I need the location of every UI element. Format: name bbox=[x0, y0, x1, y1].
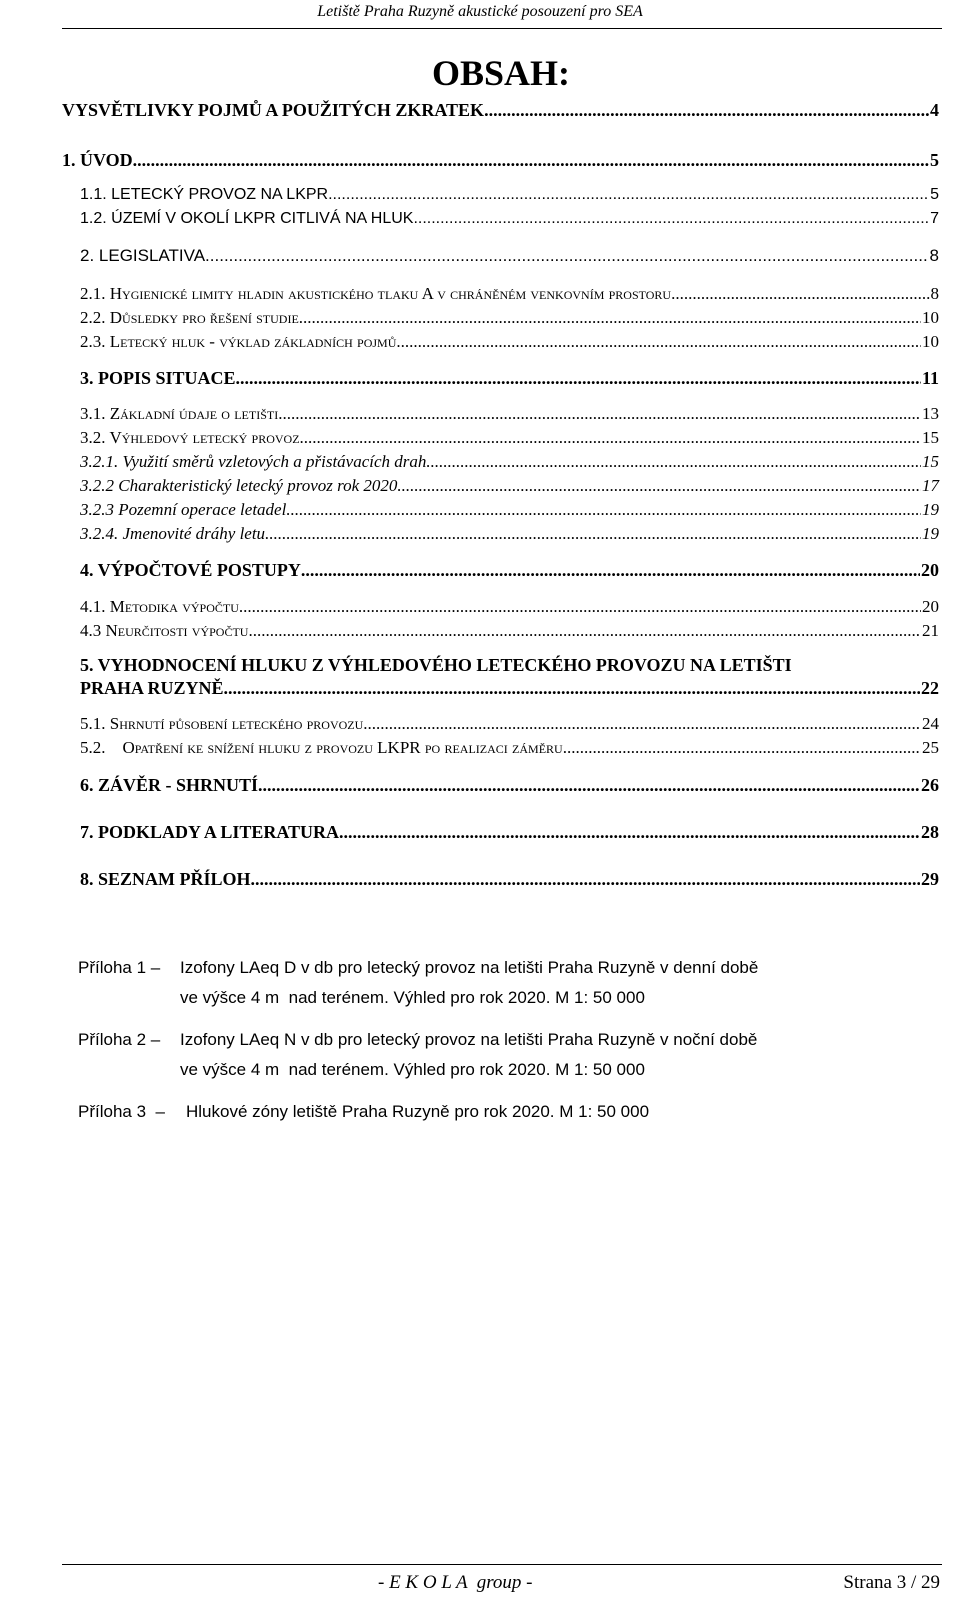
header-rule bbox=[62, 28, 942, 29]
toc-entry-page: 15 bbox=[922, 428, 939, 447]
appendix-label: Příloha 3 – bbox=[78, 1102, 165, 1121]
toc-entry-title: 4. VÝPOČTOVÉ POSTUPY bbox=[80, 560, 301, 580]
toc-entry-title: 1. ÚVOD bbox=[62, 150, 133, 170]
toc-entry[interactable] bbox=[80, 560, 939, 581]
toc-leader bbox=[413, 210, 929, 228]
toc-entry-title: 4.1. Metodika výpočtu bbox=[80, 597, 239, 616]
appendix-text-line1: Izofony LAeq D v db pro letecký provoz na letišti Praha Ruzyně v denní době bbox=[180, 958, 759, 977]
toc-entry-page: 17 bbox=[922, 476, 939, 495]
toc-leader bbox=[299, 308, 921, 328]
toc-entry-title-line1: 5. VYHODNOCENÍ HLUKU Z VÝHLEDOVÉHO LETECKÉHO PROVOZU NA LETIŠTI bbox=[80, 655, 792, 675]
toc-leader bbox=[239, 597, 921, 617]
toc-entry-title: 3.2.4. Jmenovité dráhy letu bbox=[80, 524, 266, 543]
toc-entry-page: 4 bbox=[930, 100, 939, 120]
toc-title: OBSAH: bbox=[431, 53, 570, 93]
toc-entry[interactable] bbox=[80, 822, 939, 843]
toc-entry-page: 5 bbox=[930, 150, 939, 170]
toc-entry[interactable] bbox=[80, 368, 939, 389]
toc-entry[interactable] bbox=[80, 738, 939, 758]
toc-entry-title: PRAHA RUZYNĚ bbox=[80, 678, 224, 698]
toc-entry-page: 8 bbox=[930, 284, 939, 303]
toc-entry-page: 10 bbox=[922, 308, 939, 327]
toc-entry[interactable] bbox=[80, 246, 939, 266]
toc-entry-page: 8 bbox=[929, 246, 939, 265]
toc-entry[interactable] bbox=[80, 775, 939, 796]
toc-leader bbox=[328, 186, 929, 204]
toc-entry-page: 20 bbox=[922, 597, 939, 616]
toc-leader bbox=[671, 284, 929, 304]
toc-leader bbox=[363, 714, 921, 734]
footer-rule bbox=[62, 1564, 942, 1565]
toc-leader bbox=[426, 452, 921, 472]
appendix-text-line2: ve výšce 4 m nad terénem. Výhled pro rok 2020. M 1: 50 000 bbox=[180, 1060, 645, 1079]
toc-entry-title: 3. POPIS SITUACE bbox=[80, 368, 236, 388]
toc-entry-title: 1.2. ÚZEMÍ V OKOLÍ LKPR CITLIVÁ NA HLUK bbox=[80, 210, 414, 227]
toc-entry[interactable] bbox=[80, 308, 939, 328]
toc-entry[interactable] bbox=[80, 714, 939, 734]
toc-leader bbox=[265, 524, 921, 544]
toc-entry-title: 2. LEGISLATIVA bbox=[80, 246, 206, 265]
toc-entry-page: 20 bbox=[921, 560, 939, 580]
toc-leader bbox=[286, 500, 921, 520]
toc-entry[interactable] bbox=[80, 476, 939, 496]
toc-entry-title: 3.2.2 Charakteristický letecký provoz rok 2020 bbox=[80, 476, 398, 495]
toc-leader bbox=[484, 100, 929, 121]
toc-leader bbox=[236, 368, 921, 389]
toc-leader bbox=[251, 869, 920, 890]
toc-entry-page: 15 bbox=[922, 452, 939, 471]
toc-entry-title: 5.1. Shrnutí působení leteckého provozu bbox=[80, 714, 364, 733]
toc-leader bbox=[397, 476, 921, 496]
appendix-text-line1: Izofony LAeq N v db pro letecký provoz na letišti Praha Ruzyně v noční době bbox=[180, 1030, 758, 1049]
toc-entry-title: 1.1. LETECKÝ PROVOZ NA LKPR bbox=[80, 186, 329, 203]
toc-leader bbox=[205, 246, 928, 266]
appendix-label: Příloha 2 – bbox=[78, 1030, 161, 1049]
running-header: Letiště Praha Ruzyně akustické posouzení pro SEA bbox=[317, 3, 643, 20]
toc-entry-page: 24 bbox=[922, 714, 939, 733]
toc-entry-page: 29 bbox=[921, 869, 939, 889]
toc-entry[interactable] bbox=[80, 428, 939, 448]
toc-entry-title: 4.3 Neurčitosti výpočtu bbox=[80, 621, 249, 640]
toc-entry-title: 6. ZÁVĚR - SHRNUTÍ bbox=[80, 775, 259, 795]
toc-entry[interactable] bbox=[80, 452, 939, 472]
toc-leader bbox=[133, 150, 929, 171]
appendix-text-line1: Hlukové zóny letiště Praha Ruzyně pro rok 2020. M 1: 50 000 bbox=[186, 1102, 650, 1121]
toc-entry-page: 22 bbox=[921, 678, 939, 698]
toc-entry[interactable] bbox=[80, 186, 939, 204]
toc-entry-title: 2.2. Důsledky pro řešení studie bbox=[80, 308, 299, 327]
toc-entry[interactable] bbox=[62, 100, 939, 121]
toc-entry-title: VYSVĚTLIVKY POJMŮ A POUŽITÝCH ZKRATEK bbox=[62, 100, 485, 120]
toc-entry[interactable] bbox=[80, 524, 939, 544]
toc-entry-page: 25 bbox=[922, 738, 939, 757]
toc-leader bbox=[563, 738, 921, 758]
toc-leader bbox=[278, 404, 921, 424]
toc-entry-page: 19 bbox=[922, 524, 939, 543]
toc-entry[interactable] bbox=[80, 678, 939, 699]
appendix-text-line2: ve výšce 4 m nad terénem. Výhled pro rok 2020. M 1: 50 000 bbox=[180, 988, 645, 1007]
toc-entry-page: 13 bbox=[922, 404, 939, 423]
toc-leader bbox=[224, 678, 920, 699]
toc-entry-title: 7. PODKLADY A LITERATURA bbox=[80, 822, 340, 842]
toc-leader bbox=[339, 822, 920, 843]
toc-entry-title: 3.2.3 Pozemní operace letadel bbox=[80, 500, 287, 519]
toc-entry-title: 3.1. Základní údaje o letišti bbox=[80, 404, 279, 423]
footer-company: - E K O L A group - bbox=[378, 1572, 533, 1593]
toc-entry-page: 28 bbox=[921, 822, 939, 842]
toc-leader bbox=[301, 560, 920, 581]
toc-entry[interactable] bbox=[80, 869, 939, 890]
toc-entry-title: 3.2.1. Využití směrů vzletových a přistávacích drah bbox=[80, 452, 427, 471]
toc-entry-page: 10 bbox=[922, 332, 939, 351]
footer-page-number: Strana 3 / 29 bbox=[843, 1572, 940, 1593]
toc-entry[interactable] bbox=[80, 597, 939, 617]
toc-entry[interactable] bbox=[80, 621, 939, 641]
toc-entry-page: 21 bbox=[922, 621, 939, 640]
toc-entry[interactable] bbox=[80, 404, 939, 424]
toc-leader bbox=[248, 621, 921, 641]
toc-entry-page: 26 bbox=[921, 775, 939, 795]
toc-entry-title: 2.1. Hygienické limity hladin akustického tlaku A v chráněném venkovním prostoru bbox=[80, 284, 672, 303]
toc-entry-page: 11 bbox=[921, 368, 939, 388]
toc-leader bbox=[300, 428, 921, 448]
toc-leader bbox=[258, 775, 920, 796]
toc-entry[interactable] bbox=[80, 332, 939, 352]
toc-entry-title: 3.2. Výhledový letecký provoz bbox=[80, 428, 300, 447]
toc-leader bbox=[396, 332, 921, 352]
toc-entry-title: 8. SEZNAM PŘÍLOH bbox=[80, 869, 251, 889]
toc-entry[interactable] bbox=[62, 150, 939, 171]
toc-entry-title: 2.3. Letecký hluk - výklad základních pojmů bbox=[80, 332, 397, 351]
toc-entry-page: 5 bbox=[930, 186, 939, 203]
toc-entry-page: 7 bbox=[930, 210, 939, 227]
toc-entry-page: 19 bbox=[922, 500, 939, 519]
toc-entry[interactable] bbox=[80, 284, 939, 304]
toc-entry-title: 5.2. Opatření ke snížení hluku z provozu LKPR po realizaci záměru bbox=[80, 738, 563, 757]
toc-entry[interactable] bbox=[80, 500, 939, 520]
appendix-label: Příloha 1 – bbox=[78, 958, 161, 977]
toc-entry[interactable] bbox=[80, 210, 939, 228]
